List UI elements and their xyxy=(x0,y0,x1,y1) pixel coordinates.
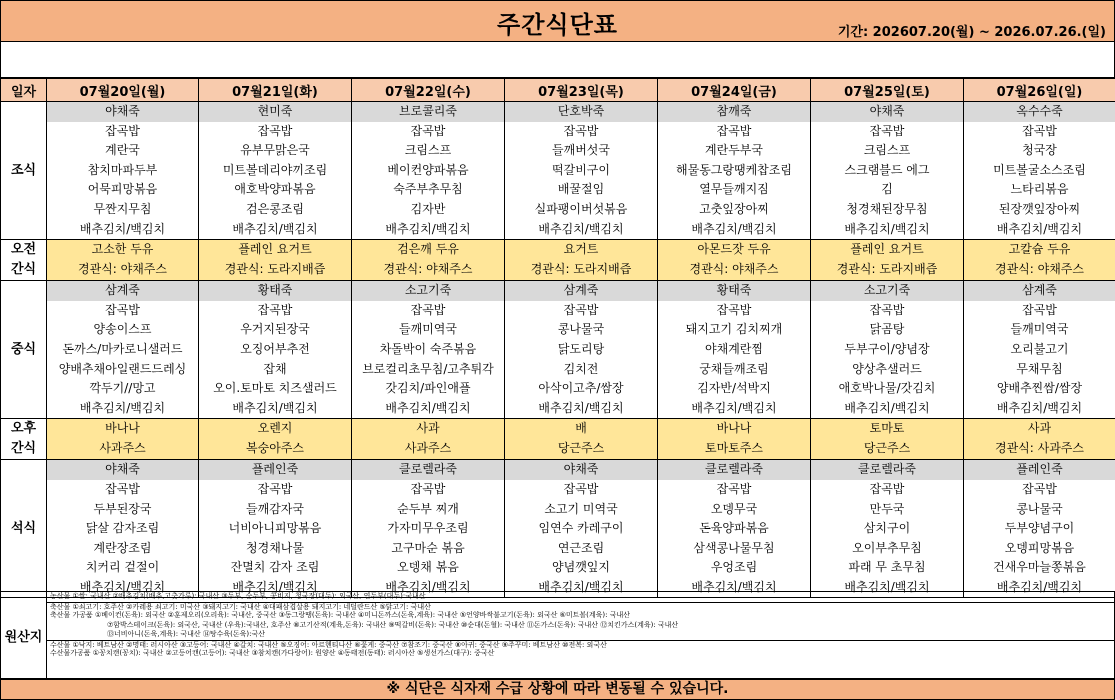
meal-label xyxy=(1,419,47,460)
origin-line: 축산물 가공품 ①베이컨(돈육): 외국산 ②훈제오리(오리육): 국내산, 중국산 ③동그랑땡(돈육): 국내산 ④미니돈까스(돈육,계육): 국내산 ⑤언양바싹불고기(돈육): 외국산 ⑥미트볼(계육): 국내산 xyxy=(50,611,630,619)
porridge-item: 야채죽 xyxy=(47,102,198,122)
porridge-item: 야채죽 xyxy=(505,460,657,480)
menu-item: 잡곡밥 xyxy=(716,123,752,138)
menu-table xyxy=(0,78,1115,598)
porridge-item: 브로콜리죽 xyxy=(352,102,504,122)
menu-item: 양념깻잎지 xyxy=(552,560,610,575)
menu-item: 검은콩조림 xyxy=(246,201,304,216)
menu-item: 돈육양파볶음 xyxy=(699,521,769,536)
menu-item: 브로컬리초무침/고추튀각 xyxy=(362,361,494,376)
menu-item: 계란장조림 xyxy=(93,540,152,555)
origin-line: 수산물 ①낙지: 베트남산 ②명태: 러시아산 ③고등어: 국내산 ④갈치: 국내산 ⑤오징어: 아르헨티나산 ⑥꽃게: 중국산 ⑦참조기: 중국산 ⑧아귀: 중국산 ⑨주꾸미: 베트남산 ⑩전복: 외국산 xyxy=(47,640,1114,650)
menu-cell xyxy=(811,281,964,419)
porridge-item: 현미죽 xyxy=(199,102,351,122)
menu-item: 두부구이/양념장 xyxy=(844,341,930,356)
porridge-item: 참깨죽 xyxy=(658,102,810,122)
origin-line: 농산물 ①쌀: 국내산 ②배추김치(배추,고춧가루): 국내산 ③두부, 순두부, 콩비지, 청국장(대두): 외국산, 연두부(대두):국내산 xyxy=(50,592,426,600)
menu-item: 검은깨 두유 xyxy=(397,242,459,257)
menu-item: 잡곡밥 xyxy=(257,481,293,496)
menu-item: 애호박나물/갓김치 xyxy=(838,381,936,396)
porridge-item: 야채죽 xyxy=(811,102,963,122)
porridge-item: 플레인죽 xyxy=(964,460,1115,480)
menu-item: 실파팽이버섯볶음 xyxy=(534,201,628,216)
meal-label xyxy=(1,240,47,281)
menu-item: 유부무맑은국 xyxy=(240,143,310,158)
menu-item: 잡곡밥 xyxy=(1022,123,1057,138)
menu-item: 콩나물국 xyxy=(557,322,605,337)
menu-item: 닭곰탕 xyxy=(869,322,905,337)
menu-item: 경관식: 야채주스 xyxy=(77,261,167,276)
meal-label-text: 석식 xyxy=(10,520,37,536)
day-header: 07월23일(목) xyxy=(505,79,658,102)
menu-item: 경관식: 도라지배즙 xyxy=(530,261,632,276)
menu-item: 잡곡밥 xyxy=(563,302,599,317)
meal-label-text: 조식 xyxy=(10,162,37,178)
menu-item: 잡곡밥 xyxy=(716,302,752,317)
menu-cell xyxy=(505,419,658,460)
menu-item: 아삭이고추/쌈장 xyxy=(538,381,624,396)
porridge-item: 황태죽 xyxy=(199,281,351,301)
menu-item: 계란국 xyxy=(105,143,140,158)
porridge-item: 황태죽 xyxy=(658,281,810,301)
menu-item: 파래 무 초무침 xyxy=(848,560,926,575)
menu-item: 잡곡밥 xyxy=(410,302,446,317)
menu-item: 플레인 요거트 xyxy=(238,242,312,257)
menu-item: 배추김치/백김치 xyxy=(996,400,1083,415)
menu-cell xyxy=(505,240,658,281)
origin-line: 축산물 ①쇠고기: 호주산 ②카레용 쇠고기: 미국산 ③돼지고기: 국내산 ④대패삼겹살용 돼지고기: 네덜란드산 ⑤닭고기: 국내산 xyxy=(47,602,1114,612)
menu-item: 당근주스 xyxy=(557,440,605,455)
menu-item: 계란두부국 xyxy=(705,143,763,158)
menu-item: 돈까스/마카로니샐러드 xyxy=(62,341,183,356)
menu-item: 고칼슘 두유 xyxy=(1008,242,1071,257)
menu-item: 떡갈비구이 xyxy=(552,162,610,177)
menu-cell xyxy=(964,240,1115,281)
origin-line: ⑦함박스테이크(돈육): 외국산, 국내산 (우육):국내산, 호주산 ⑧고기산적(계육,돈육): 국내산 ⑨떡갈비(돈육): 국내산 ⑩순대(돈혈): 국내산 ⑪돈가스(돈육): 국내산 ⑫치킨가스(계육): 국내산 xyxy=(107,620,679,629)
menu-item: 고구마순 볶음 xyxy=(391,540,465,555)
menu-item: 바나나 xyxy=(716,421,752,436)
menu-item: 플레인 요거트 xyxy=(850,242,924,257)
porridge-item: 클로렐라죽 xyxy=(811,460,963,480)
menu-item: 순두부 찌개 xyxy=(397,501,459,516)
menu-item: 숙주부추무침 xyxy=(393,182,463,197)
menu-item: 잡곡밥 xyxy=(716,481,752,496)
menu-cell xyxy=(505,102,658,240)
menu-item: 들깨미역국 xyxy=(1010,322,1069,337)
menu-item: 우엉조림 xyxy=(710,560,758,575)
menu-item: 배추김치/백김치 xyxy=(232,221,318,236)
menu-item: 배추김치/백김치 xyxy=(996,221,1083,236)
menu-item: 잡곡밥 xyxy=(869,481,905,496)
menu-item: 오뎅채 볶음 xyxy=(397,560,459,575)
menu-item: 경관식: 도라지배즙 xyxy=(836,261,938,276)
menu-item: 김치전 xyxy=(563,361,599,376)
menu-cell xyxy=(47,102,199,240)
menu-cell xyxy=(658,281,811,419)
porridge-item: 소고기죽 xyxy=(352,281,504,301)
menu-item: 참치마파두부 xyxy=(87,162,158,177)
menu-item: 해물동그랑땡케찹조림 xyxy=(676,162,792,177)
menu-item: 닭도리탕 xyxy=(557,341,605,356)
menu-item: 경관식: 도라지배즙 xyxy=(224,261,326,276)
menu-item: 베이컨양파볶음 xyxy=(387,162,469,177)
menu-cell xyxy=(658,419,811,460)
menu-item: 배추김치/백김치 xyxy=(844,400,930,415)
menu-item: 청경채된장무침 xyxy=(846,201,928,216)
menu-item: 잡곡밥 xyxy=(869,123,905,138)
menu-item: 사과 xyxy=(416,421,440,436)
menu-cell xyxy=(964,102,1115,240)
menu-item: 김자반 xyxy=(410,201,446,216)
menu-item: 건새우마늘쫑볶음 xyxy=(993,560,1086,575)
menu-item: 잡곡밥 xyxy=(410,481,446,496)
menu-cell xyxy=(658,460,811,598)
menu-item: 어묵피망볶음 xyxy=(87,182,158,197)
meal-label xyxy=(1,281,47,419)
menu-item: 잡곡밥 xyxy=(105,123,140,138)
menu-item: 연근조림 xyxy=(557,540,605,555)
date-header-row xyxy=(1,79,1115,102)
porridge-item: 삼계죽 xyxy=(47,281,198,301)
porridge-item: 클로렐라죽 xyxy=(352,460,504,480)
menu-item: 잡곡밥 xyxy=(563,481,599,496)
notice-banner: ※ 식단은 식자재 수급 상황에 따라 변동될 수 있습니다. xyxy=(0,679,1115,700)
snack-row xyxy=(1,240,1115,281)
menu-cell xyxy=(964,460,1115,598)
menu-item: 배추김치/백김치 xyxy=(996,579,1083,594)
menu-item: 배추김치/백김치 xyxy=(844,579,930,594)
menu-item: 배추김치/백김치 xyxy=(232,579,318,594)
menu-item: 고소한 두유 xyxy=(91,242,154,257)
menu-item: 잡곡밥 xyxy=(410,123,446,138)
origin-line: ⑬너비아니(돈육,계육): 국내산 ⑭탕수육(돈육):국산 xyxy=(107,630,266,638)
menu-cell xyxy=(658,240,811,281)
menu-cell xyxy=(47,240,199,281)
menu-item: 배꿀절임 xyxy=(557,182,605,197)
menu-item: 배 xyxy=(575,421,587,436)
origin-list xyxy=(47,592,1114,678)
menu-item: 잡곡밥 xyxy=(105,481,140,496)
origin-section xyxy=(0,591,1115,679)
title-bar xyxy=(0,0,1115,42)
menu-item: 배추김치/백김치 xyxy=(844,221,930,236)
menu-item: 된장깻잎장아찌 xyxy=(998,201,1081,216)
day-header: 07월20일(월) xyxy=(47,79,199,102)
menu-item: 무짠지무침 xyxy=(93,201,152,216)
menu-cell xyxy=(505,281,658,419)
meal-rows xyxy=(1,102,1115,598)
menu-item: 경관식: 사과주스 xyxy=(994,440,1084,455)
menu-item: 복숭아주스 xyxy=(246,440,304,455)
menu-item: 오뎅무국 xyxy=(710,501,758,516)
porridge-item: 플레인죽 xyxy=(199,460,351,480)
menu-item: 양배추채아일랜드드레싱 xyxy=(58,361,187,376)
menu-item: 잡곡밥 xyxy=(257,302,293,317)
meal-row xyxy=(1,460,1115,598)
menu-item: 미트볼굴소스조림 xyxy=(993,162,1086,177)
menu-item: 오이부추무침 xyxy=(852,540,922,555)
menu-item: 경관식: 야채주스 xyxy=(994,261,1084,276)
menu-item: 갓김치/파인애플 xyxy=(385,381,471,396)
menu-item: 무채무침 xyxy=(1016,361,1063,376)
menu-cell xyxy=(352,240,505,281)
menu-item: 잡곡밥 xyxy=(257,123,293,138)
menu-cell xyxy=(658,102,811,240)
menu-item: 배추김치/백김치 xyxy=(691,221,777,236)
menu-item: 잡곡밥 xyxy=(105,302,140,317)
menu-cell xyxy=(811,102,964,240)
menu-item: 두부양념구이 xyxy=(1004,521,1075,536)
menu-item: 깍두기//망고 xyxy=(89,381,156,396)
menu-item: 오리불고기 xyxy=(1010,341,1069,356)
menu-item: 배추김치/백김치 xyxy=(385,221,471,236)
menu-item: 스크램블드 에그 xyxy=(844,162,930,177)
meal-label xyxy=(1,102,47,240)
menu-item: 임연수 카레구이 xyxy=(538,521,624,536)
menu-item: 오징어부추전 xyxy=(240,341,310,356)
menu-cell xyxy=(199,419,352,460)
menu-item: 사과주스 xyxy=(404,440,452,455)
menu-item: 크림스프 xyxy=(404,143,452,158)
menu-item: 잡곡밥 xyxy=(869,302,905,317)
meal-label-text: 중식 xyxy=(10,341,37,357)
origin-line: 수산물가공품 ①꽁치캔(꽁치): 국내산 ②고등어캔(고등어): 국내산 ③참치캔(가다랑어): 원양산 ④동태전(동태): 러시아산 ⑤생선가스(대구): 중국산 xyxy=(50,649,495,657)
menu-item: 배추김치/백김치 xyxy=(79,400,166,415)
menu-item: 바나나 xyxy=(105,421,140,436)
meal-label-text: 오전 간식 xyxy=(10,242,37,278)
menu-item: 배추김치/백김치 xyxy=(538,579,624,594)
menu-item: 가자미무우조림 xyxy=(387,521,469,536)
menu-cell xyxy=(352,281,505,419)
menu-cell xyxy=(352,460,505,598)
day-header: 07월21일(화) xyxy=(199,79,352,102)
menu-item: 차돌박이 숙주볶음 xyxy=(379,341,477,356)
menu-item: 잡곡밥 xyxy=(563,123,599,138)
origin-label: 원산지 xyxy=(1,592,47,678)
menu-cell xyxy=(199,102,352,240)
menu-item: 치커리 겉절이 xyxy=(85,560,160,575)
menu-item: 돼지고기 김치찌개 xyxy=(685,322,783,337)
menu-cell xyxy=(352,419,505,460)
menu-item: 고춧잎장아찌 xyxy=(699,201,769,216)
menu-item: 오렌지 xyxy=(257,421,293,436)
menu-cell xyxy=(505,460,658,598)
porridge-item: 옥수수죽 xyxy=(964,102,1115,122)
menu-item: 양배추찐쌈/쌈장 xyxy=(996,381,1083,396)
menu-item: 만두국 xyxy=(869,501,905,516)
menu-cell xyxy=(811,240,964,281)
menu-item: 사과주스 xyxy=(99,440,146,455)
menu-item: 청경채나물 xyxy=(246,540,304,555)
porridge-item: 소고기죽 xyxy=(811,281,963,301)
menu-item: 배추김치/백김치 xyxy=(385,579,471,594)
menu-item: 미트볼데리야끼조림 xyxy=(222,162,328,177)
menu-item: 삼치구이 xyxy=(863,521,911,536)
menu-item: 양송이스프 xyxy=(93,322,152,337)
menu-item: 오뎅피망볶음 xyxy=(1004,540,1075,555)
menu-item: 요거트 xyxy=(563,242,599,257)
menu-cell xyxy=(352,102,505,240)
menu-item: 잔멸치 감자 조림 xyxy=(230,560,320,575)
menu-item: 크림스프 xyxy=(863,143,911,158)
menu-item: 배추김치/백김치 xyxy=(79,221,166,236)
meal-label xyxy=(1,460,47,598)
menu-item: 배추김치/백김치 xyxy=(691,579,777,594)
menu-item: 토마토 xyxy=(869,421,905,436)
menu-item: 김자반/석박지 xyxy=(697,381,771,396)
page-title: 주간식단표 xyxy=(497,11,618,39)
menu-item: 느타리볶음 xyxy=(1010,182,1069,197)
menu-item: 애호박양파볶음 xyxy=(234,182,316,197)
menu-item: 들깨감자국 xyxy=(246,501,304,516)
menu-cell xyxy=(964,281,1115,419)
menu-item: 콩나물국 xyxy=(1016,501,1063,516)
menu-item: 배추김치/백김치 xyxy=(691,400,777,415)
menu-item: 열무들깨지짐 xyxy=(699,182,769,197)
menu-item: 토마토주스 xyxy=(705,440,763,455)
day-header: 07월24일(금) xyxy=(658,79,811,102)
menu-item: 닭살 감자조림 xyxy=(85,521,160,536)
snack-row xyxy=(1,419,1115,460)
menu-cell xyxy=(199,240,352,281)
menu-item: 경관식: 야채주스 xyxy=(689,261,779,276)
porridge-item: 단호박죽 xyxy=(505,102,657,122)
menu-item: 소고기 미역국 xyxy=(544,501,618,516)
menu-item: 배추김치/백김치 xyxy=(232,400,318,415)
menu-item: 잡곡밥 xyxy=(1022,302,1057,317)
menu-item: 들깨미역국 xyxy=(399,322,457,337)
menu-item: 아몬드잣 두유 xyxy=(697,242,771,257)
day-header: 07월22일(수) xyxy=(352,79,505,102)
porridge-item: 삼계죽 xyxy=(964,281,1115,301)
menu-item: 야채계란찜 xyxy=(705,341,763,356)
menu-cell xyxy=(47,419,199,460)
meal-row xyxy=(1,281,1115,419)
menu-cell xyxy=(199,281,352,419)
menu-item: 김 xyxy=(881,182,893,197)
blank-row xyxy=(0,42,1115,78)
menu-item: 사과 xyxy=(1027,421,1052,436)
meal-label-text: 오후 간식 xyxy=(10,421,37,457)
day-header: 07월26일(일) xyxy=(964,79,1115,102)
menu-item: 배추김치/백김치 xyxy=(538,400,624,415)
porridge-item: 야채죽 xyxy=(47,460,198,480)
menu-cell xyxy=(811,460,964,598)
menu-item: 배추김치/백김치 xyxy=(79,579,166,594)
menu-item: 당근주스 xyxy=(863,440,911,455)
menu-cell xyxy=(811,419,964,460)
day-header: 07월25일(토) xyxy=(811,79,964,102)
menu-item: 청국장 xyxy=(1022,143,1057,158)
porridge-item: 클로렐라죽 xyxy=(658,460,810,480)
menu-item: 양상추샐러드 xyxy=(852,361,922,376)
date-corner-label: 일자 xyxy=(1,79,47,102)
menu-cell xyxy=(199,460,352,598)
porridge-item: 삼계죽 xyxy=(505,281,657,301)
menu-item: 너비아니피망볶음 xyxy=(228,521,322,536)
menu-cell xyxy=(964,419,1115,460)
menu-item: 배추김치/백김치 xyxy=(538,221,624,236)
menu-item: 잡곡밥 xyxy=(1022,481,1057,496)
menu-item: 잡채 xyxy=(263,361,287,376)
menu-item: 삼색콩나물무침 xyxy=(693,540,775,555)
meal-row xyxy=(1,102,1115,240)
menu-cell xyxy=(47,460,199,598)
period-range: 기간: 202607.20(월) ~ 2026.07.26.(일) xyxy=(837,25,1106,40)
menu-item: 궁채들깨조림 xyxy=(699,361,769,376)
menu-item: 배추김치/백김치 xyxy=(385,400,471,415)
menu-item: 두부된장국 xyxy=(93,501,152,516)
menu-item: 경관식: 야채주스 xyxy=(383,261,473,276)
menu-item: 들깨버섯국 xyxy=(552,143,610,158)
menu-item: 우거지된장국 xyxy=(240,322,310,337)
menu-item: 오이.토마토 치즈샐러드 xyxy=(213,381,337,396)
menu-cell xyxy=(47,281,199,419)
